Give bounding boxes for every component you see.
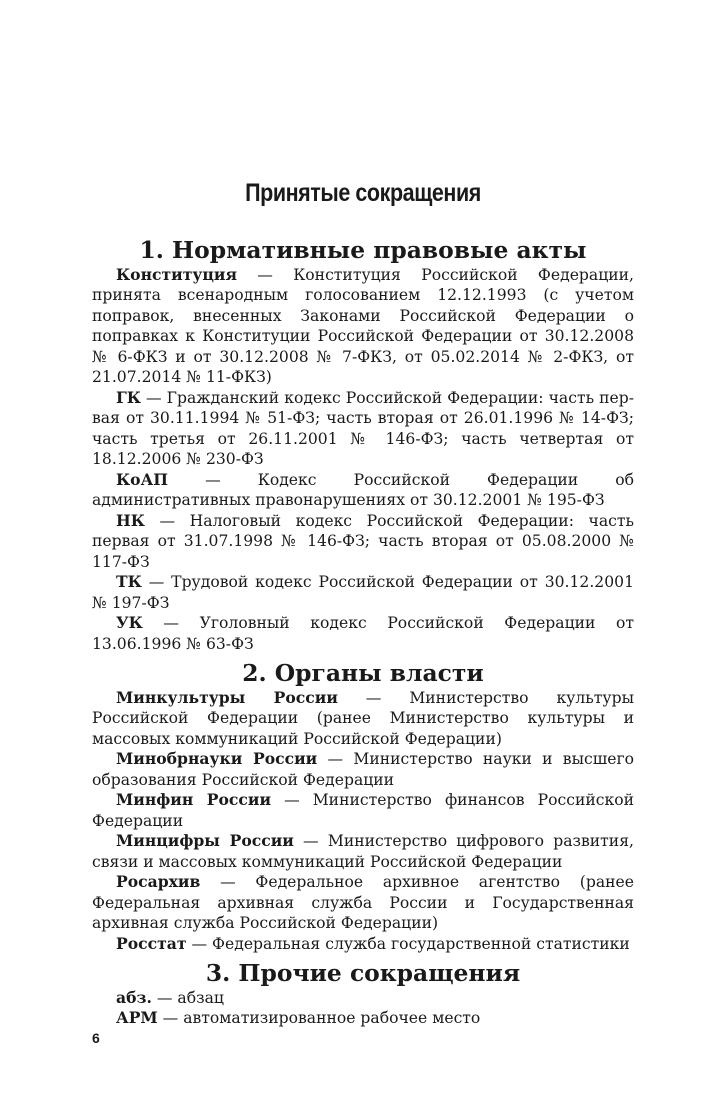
page-title: Принятые сокращения	[245, 179, 481, 207]
entry-definition: — Министерство науки и высшего образования Российской Федерации	[92, 750, 635, 789]
entry-definition: — автоматизированное рабочее место	[157, 1009, 481, 1027]
entry-uk	[92, 613, 634, 654]
entry-minfin	[92, 790, 634, 831]
entry-definition: — Трудовой кодекс Российской Федерации от 30.12.2001 № 197-ФЗ	[92, 573, 634, 612]
entry-definition: — Федеральная служба государственной статистики	[186, 934, 630, 953]
entry-konstitutsiya	[92, 265, 634, 388]
entry-term: Минфин России	[116, 790, 272, 809]
entry-definition: — абзац	[151, 988, 224, 1007]
entry-minobrnauki	[92, 749, 634, 790]
entry-abz	[92, 988, 634, 1009]
page	[92, 0, 634, 1115]
entry-definition: — Кодекс Российской Федерации об административных правонарушениях от 30.12.2001 № 195-ФЗ	[92, 470, 634, 509]
entry-term: Росстат	[116, 933, 187, 953]
entry-term: Росархив	[116, 872, 201, 891]
entry-term: АРМ	[116, 1008, 158, 1027]
entry-term: ГК	[116, 387, 141, 407]
entry-term: КоАП	[116, 469, 169, 489]
page-number: 6	[92, 1030, 100, 1046]
entry-arm	[92, 1008, 634, 1029]
entry-definition: — Конституция Российской Федерации, принята всенародным голосованием 12.12.1993 (с учетом поправок, внесенных Законами Российской Федерации о поправках к Конституции Российской Федерации от 30.12.2008 № 6-ФКЗ и от 30.12.2008 № 7-ФКЗ, от 05.02.2014 № 2-ФКЗ, от 21.07.2014 № 11-ФКЗ)	[92, 265, 634, 386]
entry-rosstat	[92, 934, 634, 955]
entry-koap	[92, 470, 634, 511]
entry-term: Минобрнауки России	[116, 749, 318, 768]
entry-rosarkhiv	[92, 872, 634, 934]
section-heading-legal-acts: 1. Нормативные правовые акты	[139, 236, 587, 264]
entry-term: ТК	[116, 572, 142, 591]
entry-minkultury	[92, 688, 634, 750]
entry-definition: — Федеральное архивное агентство (ранее Федеральная архивная служба России и Государственная архивная служба Российской Федерации)	[92, 873, 634, 932]
entry-term: Минцифры России	[116, 831, 294, 850]
entry-definition: — Гражданский кодекс Российской Федерации: часть первая от 30.11.1994 № 51-ФЗ; часть вторая от 26.01.1996 № 14-ФЗ; часть третья от 26.11.2001 № 146-ФЗ; часть четвертая от 18.12.2006 № 230-ФЗ	[92, 388, 634, 468]
entry-term: УК	[116, 613, 143, 632]
abbreviations-content	[92, 236, 635, 1029]
entry-definition: — Налоговый кодекс Российской Федерации: часть первая от 31.07.1998 № 146-ФЗ; часть вторая от 05.08.2000 № 117-ФЗ	[92, 511, 634, 571]
section-heading-authorities: 2. Органы власти	[242, 659, 484, 687]
entry-mintsifry	[92, 831, 634, 872]
entry-term: Конституция	[116, 264, 237, 284]
entry-term: Минкультуры России	[116, 687, 338, 707]
entry-definition: — Министерство цифрового развития, связи и массовых коммуникаций Российской Федерации	[92, 832, 634, 871]
entry-tk	[92, 572, 634, 613]
entry-definition: — Министерство финансов Российской Федерации	[92, 791, 634, 830]
entry-term: НК	[116, 510, 145, 530]
entry-gk	[92, 388, 634, 470]
entry-nk	[92, 511, 634, 573]
entry-term: абз.	[116, 987, 152, 1007]
entry-definition: — Министерство культуры Российской Федерации (ранее Министерство культуры и массовых коммуникаций Российской Федерации)	[92, 688, 634, 748]
section-heading-other: 3. Прочие сокращения	[205, 959, 521, 987]
entry-definition: — Уголовный кодекс Российской Федерации от 13.06.1996 № 63-ФЗ	[92, 614, 634, 653]
